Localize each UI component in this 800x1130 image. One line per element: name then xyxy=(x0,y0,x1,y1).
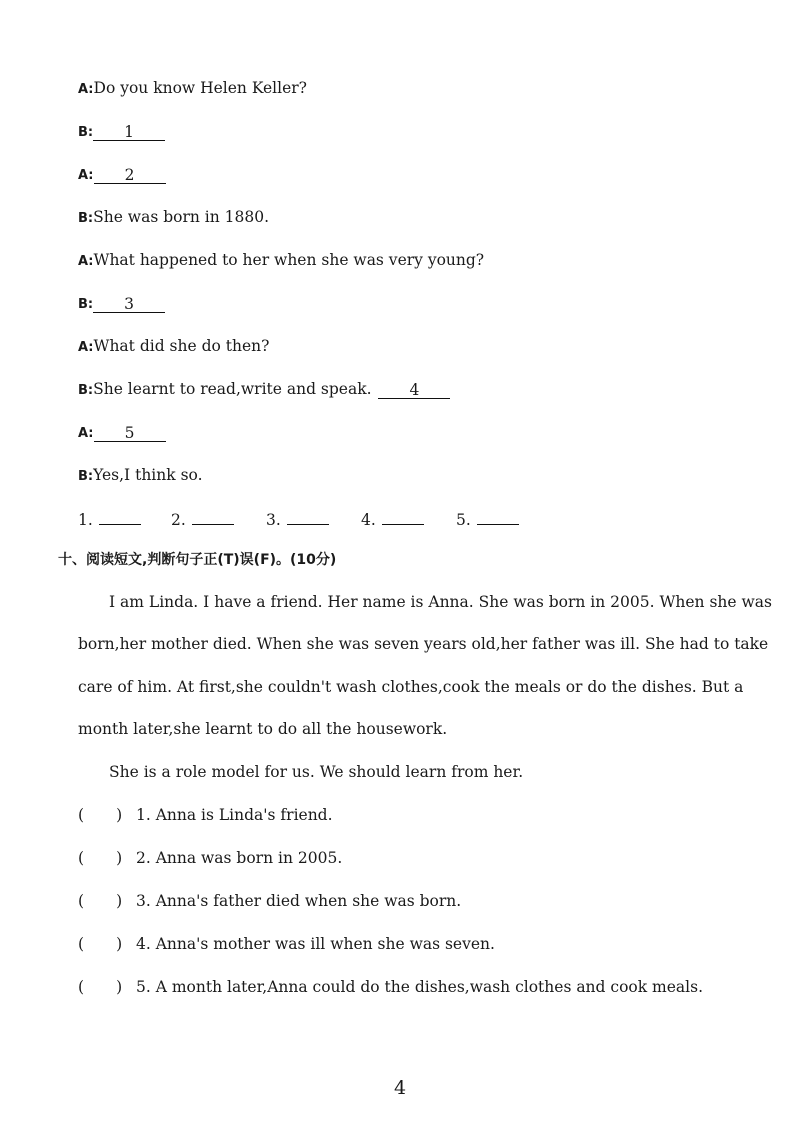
answer-blank-1[interactable]: 1 xyxy=(93,122,165,141)
passage-line-3: care of him. At first,she couldn't wash clothes,cook the meals or do the dishes. But a xyxy=(78,678,744,696)
passage-line-2: born,her mother died. When she was seven years old,her father was ill. She had to take xyxy=(78,635,769,653)
question-5 xyxy=(78,978,703,996)
answer-blank-2[interactable]: 2 xyxy=(94,165,166,184)
answer-blank-4[interactable]: 4 xyxy=(378,380,450,399)
answer-number: 1. xyxy=(78,511,93,529)
speaker-label: B: xyxy=(78,469,94,484)
question-3 xyxy=(78,892,461,910)
answer-number: 2. xyxy=(171,511,186,529)
dialogue-text: Yes,I think so. xyxy=(93,466,203,484)
dialogue-line-2 xyxy=(78,121,165,143)
speaker-label: B: xyxy=(78,211,94,226)
speaker-label: B: xyxy=(78,383,94,398)
question-2 xyxy=(78,849,342,867)
answer-number: 3. xyxy=(266,511,281,529)
question-text: 2. Anna was born in 2005. xyxy=(136,849,343,867)
answer-slot-4[interactable] xyxy=(361,508,424,529)
passage-line-1: I am Linda. I have a friend. Her name is Anna. She was born in 2005. When she was xyxy=(109,593,772,611)
answer-blank-5[interactable]: 5 xyxy=(94,423,166,442)
passage-line-4: month later,she learnt to do all the housework. xyxy=(78,720,448,738)
section-heading: 十、阅读短文,判断句子正(T)误(F)。(10分) xyxy=(58,552,337,568)
answer-number: 5. xyxy=(456,511,471,529)
question-1 xyxy=(78,806,333,824)
question-4 xyxy=(78,935,495,953)
answer-parentheses[interactable]: ( ) xyxy=(78,849,123,867)
dialogue-line-8 xyxy=(78,379,450,401)
dialogue-line-9 xyxy=(78,422,166,444)
dialogue-text: What did she do then? xyxy=(93,337,270,355)
answer-slot-1[interactable] xyxy=(78,508,141,529)
speaker-label: A: xyxy=(78,168,94,183)
answer-slot-3[interactable] xyxy=(266,508,329,529)
speaker-label: A: xyxy=(78,426,94,441)
dialogue-line-1 xyxy=(78,78,307,100)
dialogue-line-4 xyxy=(78,207,269,229)
answer-slot-5[interactable] xyxy=(456,508,519,529)
speaker-label: A: xyxy=(78,254,94,269)
answer-parentheses[interactable]: ( ) xyxy=(78,892,123,910)
dialogue-line-7 xyxy=(78,336,269,358)
answer-line[interactable] xyxy=(287,508,329,525)
answer-parentheses[interactable]: ( ) xyxy=(78,935,123,953)
answer-parentheses[interactable]: ( ) xyxy=(78,806,123,824)
speaker-label: A: xyxy=(78,82,94,97)
question-text: 3. Anna's father died when she was born. xyxy=(136,892,462,910)
answer-line[interactable] xyxy=(477,508,519,525)
speaker-label: A: xyxy=(78,340,94,355)
passage-line-5: She is a role model for us. We should learn from her. xyxy=(109,763,524,781)
dialogue-line-5 xyxy=(78,250,484,272)
answer-line[interactable] xyxy=(99,508,141,525)
question-text: 5. A month later,Anna could do the dishes,wash clothes and cook meals. xyxy=(136,978,704,996)
speaker-label: B: xyxy=(78,125,94,140)
answer-line[interactable] xyxy=(192,508,234,525)
dialogue-line-3 xyxy=(78,164,166,186)
dialogue-text: She learnt to read,write and speak. xyxy=(93,380,372,398)
dialogue-text: What happened to her when she was very young? xyxy=(93,251,485,269)
answer-slot-2[interactable] xyxy=(171,508,234,529)
question-text: 4. Anna's mother was ill when she was seven. xyxy=(136,935,495,953)
dialogue-line-6 xyxy=(78,293,165,315)
dialogue-text: Do you know Helen Keller? xyxy=(93,79,307,97)
answer-blank-3[interactable]: 3 xyxy=(93,294,165,313)
speaker-label: B: xyxy=(78,297,94,312)
dialogue-text: She was born in 1880. xyxy=(93,208,270,226)
dialogue-line-10 xyxy=(78,465,203,487)
answer-number: 4. xyxy=(361,511,376,529)
answer-parentheses[interactable]: ( ) xyxy=(78,978,123,996)
question-text: 1. Anna is Linda's friend. xyxy=(136,806,333,824)
answer-line[interactable] xyxy=(382,508,424,525)
page-number: 4 xyxy=(393,1077,407,1099)
